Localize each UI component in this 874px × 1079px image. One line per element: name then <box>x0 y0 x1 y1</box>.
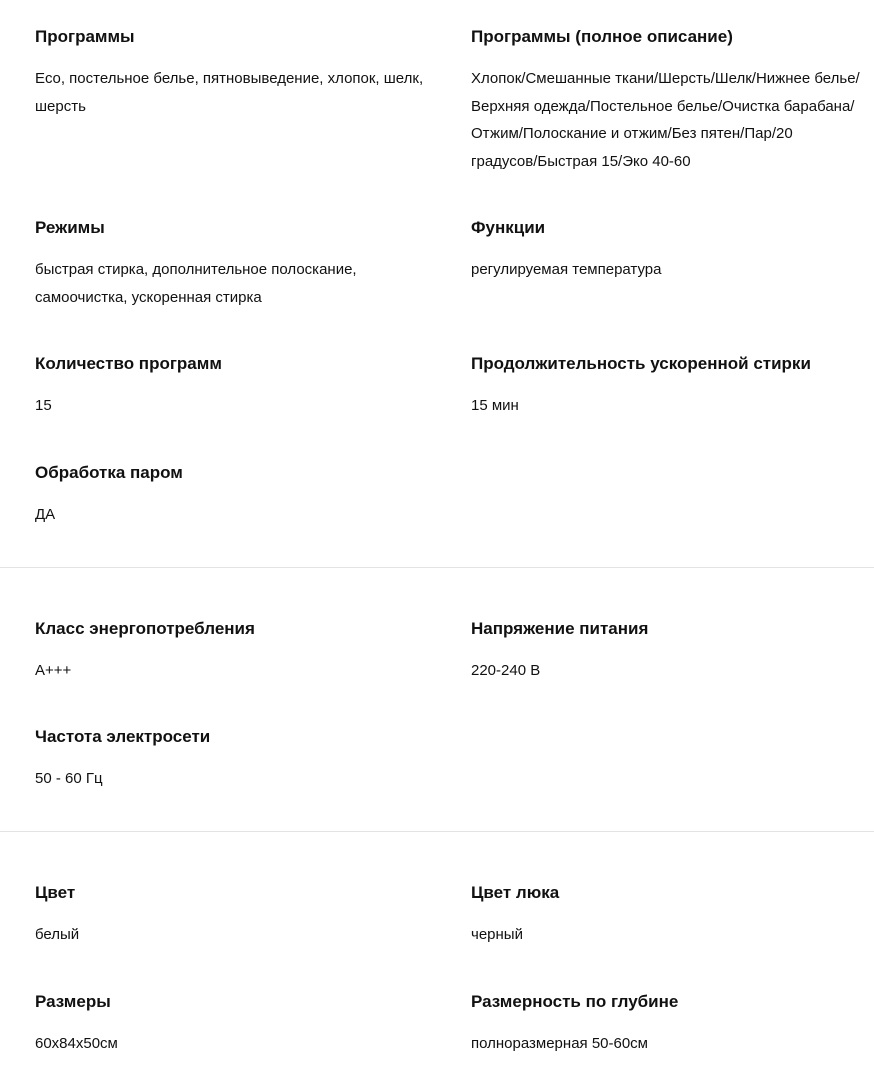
spec-value: Хлопок/Смешанные ткани/Шерсть/Шелк/Нижнее белье/Верхняя одежда/Постельное белье/Очистка барабана/Отжим/Полоскание и отжим/Без пятен/Пар/20 градусов/Быстрая 15/Эко 40-60 <box>471 70 860 170</box>
spec-title: Цвет люка <box>471 883 560 902</box>
section-divider <box>0 831 874 832</box>
spec-quick-wash-duration <box>471 353 861 420</box>
spec-value: черный <box>471 926 523 943</box>
spec-value: A+++ <box>35 662 72 679</box>
spec-color <box>35 882 425 949</box>
spec-functions <box>471 217 861 284</box>
spec-title: Функции <box>471 218 546 237</box>
spec-title: Обработка паром <box>35 463 183 482</box>
spec-value: белый <box>35 926 80 943</box>
spec-steam <box>35 462 425 529</box>
spec-program-count <box>35 353 425 420</box>
spec-value: быстрая стирка, дополнительное полоскание, самоочистка, ускоренная стирка <box>35 261 357 306</box>
spec-value: 220-240 В <box>471 662 541 679</box>
spec-title: Класс энергопотребления <box>35 619 255 638</box>
section-divider <box>0 567 874 568</box>
spec-programs-full <box>471 26 861 175</box>
spec-title: Продолжительность ускоренной стирки <box>471 354 811 373</box>
spec-title: Режимы <box>35 218 105 237</box>
spec-value: регулируемая температура <box>471 261 662 278</box>
spec-energy-class <box>35 618 425 685</box>
spec-frequency <box>35 726 425 793</box>
spec-depth-class <box>471 991 861 1058</box>
spec-voltage <box>471 618 861 685</box>
spec-title: Количество программ <box>35 354 222 373</box>
spec-title: Напряжение питания <box>471 619 649 638</box>
spec-door-color <box>471 882 861 949</box>
spec-title: Размеры <box>35 992 111 1011</box>
spec-title: Программы <box>35 27 135 46</box>
spec-title: Размерность по глубине <box>471 992 679 1011</box>
spec-modes <box>35 217 425 311</box>
spec-value: ДА <box>35 506 56 523</box>
spec-title: Цвет <box>35 883 76 902</box>
spec-value: 60x84x50см <box>35 1035 118 1052</box>
spec-programs <box>35 26 425 120</box>
spec-title: Частота электросети <box>35 727 211 746</box>
spec-value: 50 - 60 Гц <box>35 770 103 787</box>
spec-value: 15 <box>35 397 52 414</box>
spec-value: 15 мин <box>471 397 519 414</box>
spec-dimensions <box>35 991 425 1058</box>
spec-value: Eco, постельное белье, пятновыведение, хлопок, шелк, шерсть <box>35 70 424 115</box>
spec-title: Программы (полное описание) <box>471 27 733 46</box>
spec-value: полноразмерная 50-60см <box>471 1035 648 1052</box>
